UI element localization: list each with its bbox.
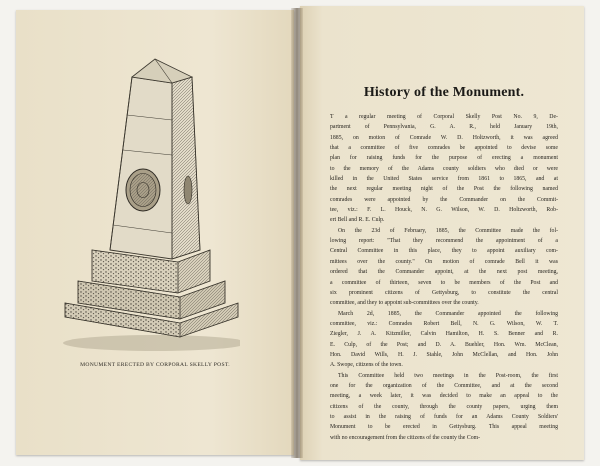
text-line: citizens of the county, through the county papers, urging them [330,403,558,410]
article [330,85,558,443]
text-line: ert Bell and R. E. Culp. [330,217,385,224]
text-line: March 2d, 1885, the Commander appointed the following [338,310,558,317]
text-line: Central Committee in this place, they to appoint auxiliary com- [330,248,558,255]
text-line: a committee of thirteen, seven to be members of the Post and [330,279,558,286]
text-line: A. Swope, citizens of the town. [330,362,403,369]
page-title: History of the Monument. [363,85,525,100]
text-line: lowing report: "That they recommend the appointment of a [330,238,558,245]
text-line: killed in the United States service from 1861 to 1865, and at [330,176,558,183]
text-line: 1885, on motion of Comrade W. D. Holtzworth, it was agreed [330,134,558,141]
monument-illustration [60,55,240,355]
illustration-caption: MONUMENT ERECTED BY CORPORAL SKELLY POST. [80,362,230,368]
book-gutter [291,8,303,458]
text-line: meeting, a week later, it was decided to make an appeal to the [330,393,558,400]
text-line: with no encouragement from the citizens of the county the Com- [330,434,481,441]
text-line: Hon. David Wills, H. J. Stahle, John McClellan, and Hon. John [330,351,558,358]
text-line: that a committee of five comrades be appointed to devise some [330,145,558,152]
text-line: Ziegler, J. A. Kitzmiller, Calvin Hamilton, H. S. Benner and R. [330,331,558,338]
text-line: T a regular meeting of Corporal Skelly Post No. 9, De- [330,114,558,120]
text-line: mittees over the county." On motion of comrade Bell it was [330,258,558,265]
text-line: committee, viz.: Comrades Robert Bell, N. G. Wilson, W. T. [330,320,558,327]
text-line: to assist in the raising of funds for an Adams County Soldiers' [330,413,558,420]
text-line: comrades were appointed by the Commander on the Commit- [330,196,558,203]
article-body [330,112,558,443]
text-line: ordered that the Commander appoint, at the next post meeting, [330,269,558,276]
text-line: tee, viz.: F. L. Houck, N. G. Wilson, W. D. Holtzworth, Rob- [330,207,558,214]
text-line: This Committee held two meetings in the Post-room, the first [338,372,558,379]
text-line: committee, and they to appoint sub-committees over the county. [330,300,479,307]
text-line: partment of Pennsylvania, G. A. R., held January 19th, [330,124,558,131]
text-line: plan for raising funds for the purpose of erecting a monument [330,155,558,162]
text-line: one for the organization of the Committee, and at the second [330,382,558,389]
text-line: the next regular meeting night of the Post the following named [330,186,558,193]
text-line: E. Culp, of the Post; and D. A. Buehler, Hon. Wm. McClean, [330,341,558,348]
text-line: to the memory of the Adams county soldiers who died or were [330,165,558,172]
text-line: On the 23d of February, 1885, the Committee made the fol- [338,227,558,234]
text-line: Monument to be erected in Gettysburg. This appeal meeting [330,424,558,431]
text-line: six prominent citizens of Gettysburg, to constitute the central [330,289,558,296]
